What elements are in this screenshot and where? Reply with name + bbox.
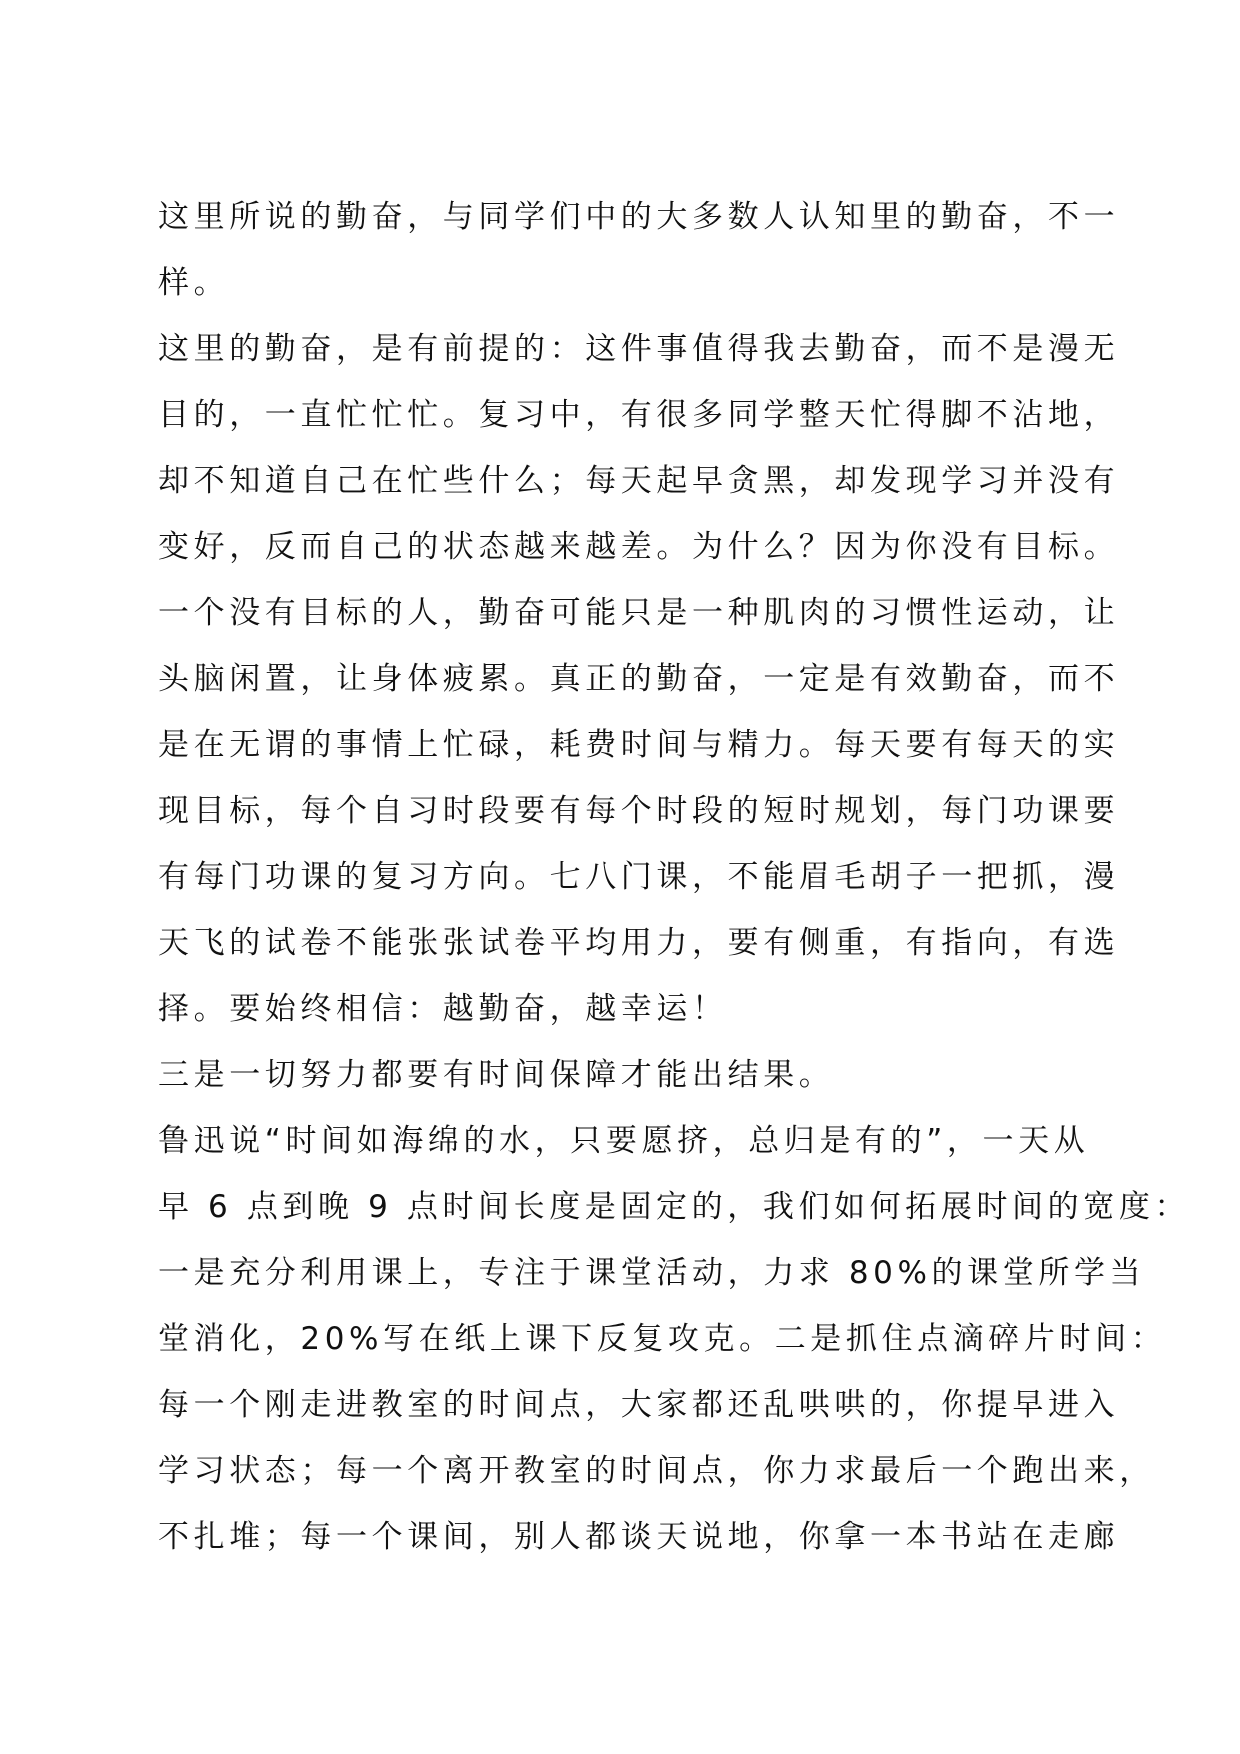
text-line: 每一个刚走进教室的时间点，大家都还乱哄哄的，你提早进入	[158, 1387, 1120, 1423]
text-line: 这里所说的勤奋，与同学们中的大多数人认知里的勤奋，不一	[158, 199, 1120, 235]
text-line: 有每门功课的复习方向。七八门课，不能眉毛胡子一把抓，漫	[158, 859, 1120, 895]
text-line: 样。	[158, 265, 230, 301]
text-line: 现目标，每个自习时段要有每个时段的短时规划，每门功课要	[158, 793, 1120, 829]
text-line: 早 6 点到晚 9 点时间长度是固定的，我们如何拓展时间的宽度：	[158, 1189, 1191, 1225]
text-line: 一个没有目标的人，勤奋可能只是一种肌肉的习惯性运动，让	[158, 595, 1120, 631]
text-line: 头脑闲置，让身体疲累。真正的勤奋，一定是有效勤奋，而不	[158, 661, 1120, 697]
text-line: 三是一切努力都要有时间保障才能出结果。	[158, 1057, 835, 1093]
text-line: 不扎堆；每一个课间，别人都谈天说地，你拿一本书站在走廊	[158, 1519, 1120, 1555]
text-line: 堂消化，20%写在纸上课下反复攻克。二是抓住点滴碎片时间：	[158, 1321, 1167, 1357]
text-line: 却不知道自己在忙些什么；每天起早贪黑，却发现学习并没有	[158, 463, 1120, 499]
body-text	[158, 184, 1191, 1570]
text-line: 择。要始终相信：越勤奋，越幸运！	[158, 991, 728, 1027]
text-line: 鲁迅说“时间如海绵的水，只要愿挤，总归是有的”，一天从	[158, 1123, 1090, 1159]
text-line: 是在无谓的事情上忙碌，耗费时间与精力。每天要有每天的实	[158, 727, 1120, 763]
text-line: 天飞的试卷不能张张试卷平均用力，要有侧重，有指向，有选	[158, 925, 1120, 961]
text-line: 一是充分利用课上，专注于课堂活动，力求 80%的课堂所学当	[158, 1255, 1146, 1291]
text-line: 目的，一直忙忙忙。复习中，有很多同学整天忙得脚不沾地，	[158, 397, 1120, 433]
text-line: 学习状态；每一个离开教室的时间点，你力求最后一个跑出来，	[158, 1453, 1155, 1489]
text-line: 这里的勤奋，是有前提的：这件事值得我去勤奋，而不是漫无	[158, 331, 1120, 367]
text-line: 变好，反而自己的状态越来越差。为什么？因为你没有目标。	[158, 529, 1120, 565]
